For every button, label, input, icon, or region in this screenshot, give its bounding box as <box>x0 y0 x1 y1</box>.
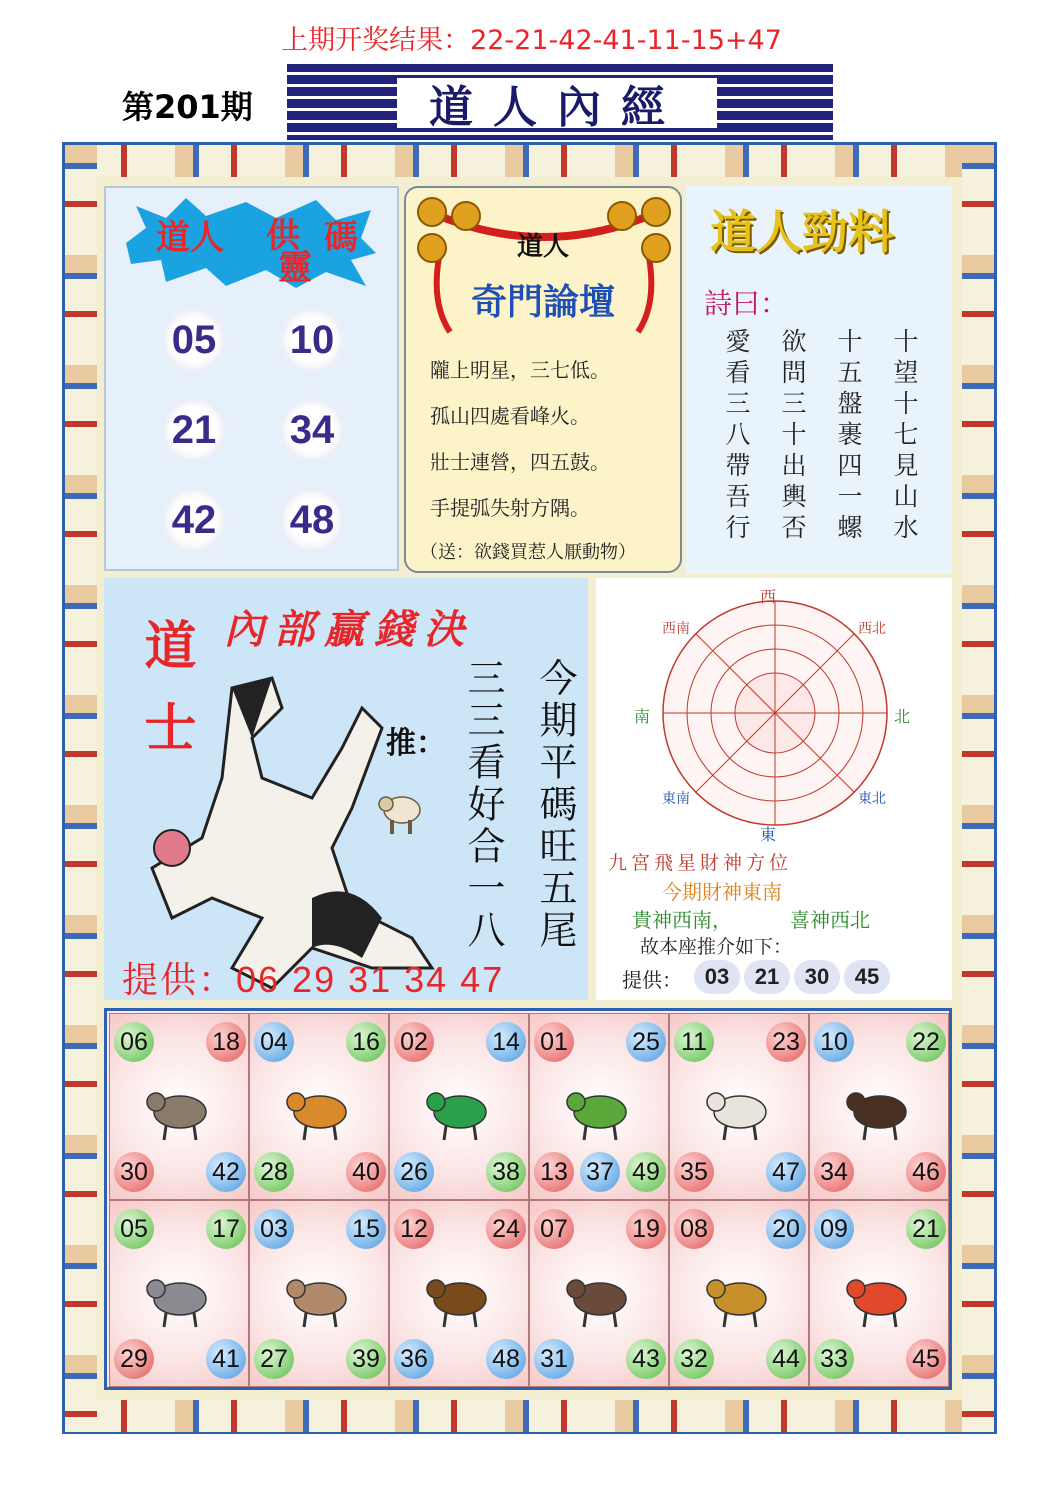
zodiac-number-ball: 30 <box>114 1152 154 1192</box>
forum-line: 壯士連營，四五鼓。 <box>430 450 610 474</box>
border-left <box>65 145 97 1432</box>
wheel-provide-ball: 30 <box>794 960 840 994</box>
zodiac-number-ball: 10 <box>814 1022 854 1062</box>
poem-intro: 詩曰： <box>704 287 789 320</box>
poem-title: 道人勁料 <box>710 205 894 259</box>
rooster-icon <box>840 1261 920 1331</box>
codes-title-c: 靈 <box>278 248 312 288</box>
goat-icon <box>700 1074 780 1144</box>
dragon-icon <box>420 1074 500 1144</box>
code-ball: 42 <box>162 488 226 552</box>
poem-column: 十五盤裹四一螺 <box>834 328 863 545</box>
zodiac-number-ball: 07 <box>534 1209 574 1249</box>
issue-number: 第201期 <box>122 88 253 126</box>
zodiac-number-ball: 25 <box>626 1022 666 1062</box>
zodiac-number-ball: 19 <box>626 1209 666 1249</box>
poem-column: 十望十七見山水 <box>890 328 919 545</box>
code-ball: 10 <box>280 308 344 372</box>
zodiac-cell-snake <box>529 1013 669 1200</box>
border-bottom <box>65 1400 994 1432</box>
forum-title-top: 道人 <box>516 232 569 262</box>
zodiac-number-ball: 08 <box>674 1209 714 1249</box>
last-result-line: 上期开奖结果：22-21-42-41-11-15+47 <box>281 25 782 56</box>
direction-east: 東 <box>760 825 777 844</box>
zodiac-number-ball: 35 <box>674 1152 714 1192</box>
zodiac-number-ball: 40 <box>346 1152 386 1192</box>
zodiac-number-ball: 47 <box>766 1152 806 1192</box>
secret-panel <box>104 578 588 1000</box>
wheel-line-2: 今期財神東南 <box>662 880 782 904</box>
snake-icon <box>560 1074 640 1144</box>
zodiac-number-ball: 45 <box>906 1339 946 1379</box>
secret-column-2: 三三看好合一八 <box>461 658 505 952</box>
direction-north: 北 <box>894 707 911 726</box>
wheel-provide-ball: 45 <box>844 960 890 994</box>
forum-line: 孤山四處看峰火。 <box>430 404 590 428</box>
tiger-icon <box>280 1074 360 1144</box>
border-right <box>962 145 994 1432</box>
direction-northeast: 東北 <box>858 791 886 807</box>
zodiac-number-ball: 11 <box>674 1022 714 1062</box>
zodiac-number-ball: 41 <box>206 1339 246 1379</box>
zodiac-cell-goat <box>669 1013 809 1200</box>
zodiac-cell-horse <box>389 1200 529 1387</box>
secret-push-label: 推： <box>386 726 446 761</box>
forum-panel <box>404 186 682 573</box>
zodiac-cell-rabbit <box>249 1200 389 1387</box>
zodiac-number-ball: 01 <box>534 1022 574 1062</box>
zodiac-number-ball: 02 <box>394 1022 434 1062</box>
wheel-line-3b: 喜神西北 <box>790 908 870 932</box>
pig-icon <box>560 1261 640 1331</box>
direction-south: 南 <box>634 707 651 726</box>
zodiac-number-ball: 20 <box>766 1209 806 1249</box>
zodiac-number-ball: 48 <box>486 1339 526 1379</box>
zodiac-number-ball: 34 <box>814 1152 854 1192</box>
zodiac-number-ball: 15 <box>346 1209 386 1249</box>
code-ball: 05 <box>162 308 226 372</box>
rat-icon <box>140 1074 220 1144</box>
zodiac-number-ball: 24 <box>486 1209 526 1249</box>
poem-column: 欲問三十出輿否 <box>778 328 807 545</box>
dog-icon <box>700 1261 780 1331</box>
zodiac-number-ball: 49 <box>626 1152 666 1192</box>
direction-west: 西 <box>760 587 777 606</box>
zodiac-number-ball: 18 <box>206 1022 246 1062</box>
zodiac-cell-rat <box>109 1013 249 1200</box>
forum-line: 手提弧失射方隅。 <box>430 496 590 520</box>
wheel-line-3a: 貴神西南， <box>632 908 732 932</box>
zodiac-number-ball: 16 <box>346 1022 386 1062</box>
compass-wheel-icon <box>660 598 890 828</box>
zodiac-number-ball: 09 <box>814 1209 854 1249</box>
forum-title-main: 奇門論壇 <box>470 282 615 323</box>
sheep-icon <box>378 788 422 838</box>
secret-title: 內部贏錢決 <box>224 607 474 653</box>
zodiac-number-ball: 37 <box>580 1152 620 1192</box>
monkey-icon <box>840 1074 920 1144</box>
wheel-line-1: 九宮飛星財神方位 <box>608 852 793 874</box>
zodiac-number-ball: 17 <box>206 1209 246 1249</box>
zodiac-cell-ox <box>109 1200 249 1387</box>
zodiac-number-ball: 44 <box>766 1339 806 1379</box>
zodiac-number-ball: 23 <box>766 1022 806 1062</box>
wheel-line-4: 故本座推介如下： <box>640 936 793 958</box>
secret-provide: 提供：06 29 31 34 47 <box>122 959 505 1000</box>
fortune-wheel-panel <box>596 578 952 1000</box>
secret-column-1: 今期平碼旺五尾 <box>533 658 577 952</box>
zodiac-cell-tiger <box>249 1013 389 1200</box>
zodiac-cell-monkey <box>809 1013 949 1200</box>
direction-northwest: 西北 <box>858 621 886 637</box>
page-title: 道人內經 <box>429 82 685 133</box>
zodiac-number-ball: 36 <box>394 1339 434 1379</box>
codes-panel <box>104 186 399 571</box>
codes-title-a: 道人 <box>156 218 224 258</box>
zodiac-number-ball: 06 <box>114 1022 154 1062</box>
zodiac-number-ball: 26 <box>394 1152 434 1192</box>
forum-line: 隴上明星，三七低。 <box>430 358 610 382</box>
zodiac-number-ball: 39 <box>346 1339 386 1379</box>
zodiac-cell-pig <box>529 1200 669 1387</box>
ox-icon <box>140 1261 220 1331</box>
zodiac-number-ball: 21 <box>906 1209 946 1249</box>
zodiac-number-ball: 14 <box>486 1022 526 1062</box>
border-top <box>65 145 994 177</box>
horse-icon <box>420 1261 500 1331</box>
zodiac-number-ball: 03 <box>254 1209 294 1249</box>
direction-southwest: 西南 <box>662 621 690 637</box>
codes-title-b: 供 <box>266 216 300 256</box>
zodiac-number-ball: 29 <box>114 1339 154 1379</box>
zodiac-number-ball: 42 <box>206 1152 246 1192</box>
zodiac-grid <box>104 1008 952 1390</box>
zodiac-number-ball: 22 <box>906 1022 946 1062</box>
zodiac-cell-rooster <box>809 1200 949 1387</box>
forum-gift: （送：欲錢買惹人厭動物） <box>420 542 636 563</box>
zodiac-number-ball: 46 <box>906 1152 946 1192</box>
code-ball: 48 <box>280 488 344 552</box>
code-ball: 34 <box>280 398 344 462</box>
wheel-provide-ball: 21 <box>744 960 790 994</box>
zodiac-number-ball: 13 <box>534 1152 574 1192</box>
poem-column: 愛看三八帶吾行 <box>722 328 751 545</box>
rabbit-icon <box>280 1261 360 1331</box>
zodiac-cell-dragon <box>389 1013 529 1200</box>
zodiac-number-ball: 38 <box>486 1152 526 1192</box>
wheel-provide-ball: 03 <box>694 960 740 994</box>
zodiac-number-ball: 33 <box>814 1339 854 1379</box>
zodiac-number-ball: 32 <box>674 1339 714 1379</box>
wheel-provide-label: 提供： <box>622 968 682 992</box>
zodiac-cell-dog <box>669 1200 809 1387</box>
codes-title-d: 碼 <box>324 218 358 258</box>
zodiac-number-ball: 28 <box>254 1152 294 1192</box>
zodiac-number-ball: 12 <box>394 1209 434 1249</box>
poem-panel <box>686 186 952 574</box>
zodiac-number-ball: 05 <box>114 1209 154 1249</box>
zodiac-number-ball: 43 <box>626 1339 666 1379</box>
zodiac-number-ball: 27 <box>254 1339 294 1379</box>
title-banner <box>287 64 833 140</box>
zodiac-number-ball: 04 <box>254 1022 294 1062</box>
zodiac-number-ball: 31 <box>534 1339 574 1379</box>
code-ball: 21 <box>162 398 226 462</box>
direction-southeast: 東南 <box>662 791 690 807</box>
secret-side-label: 道士 <box>135 618 195 782</box>
